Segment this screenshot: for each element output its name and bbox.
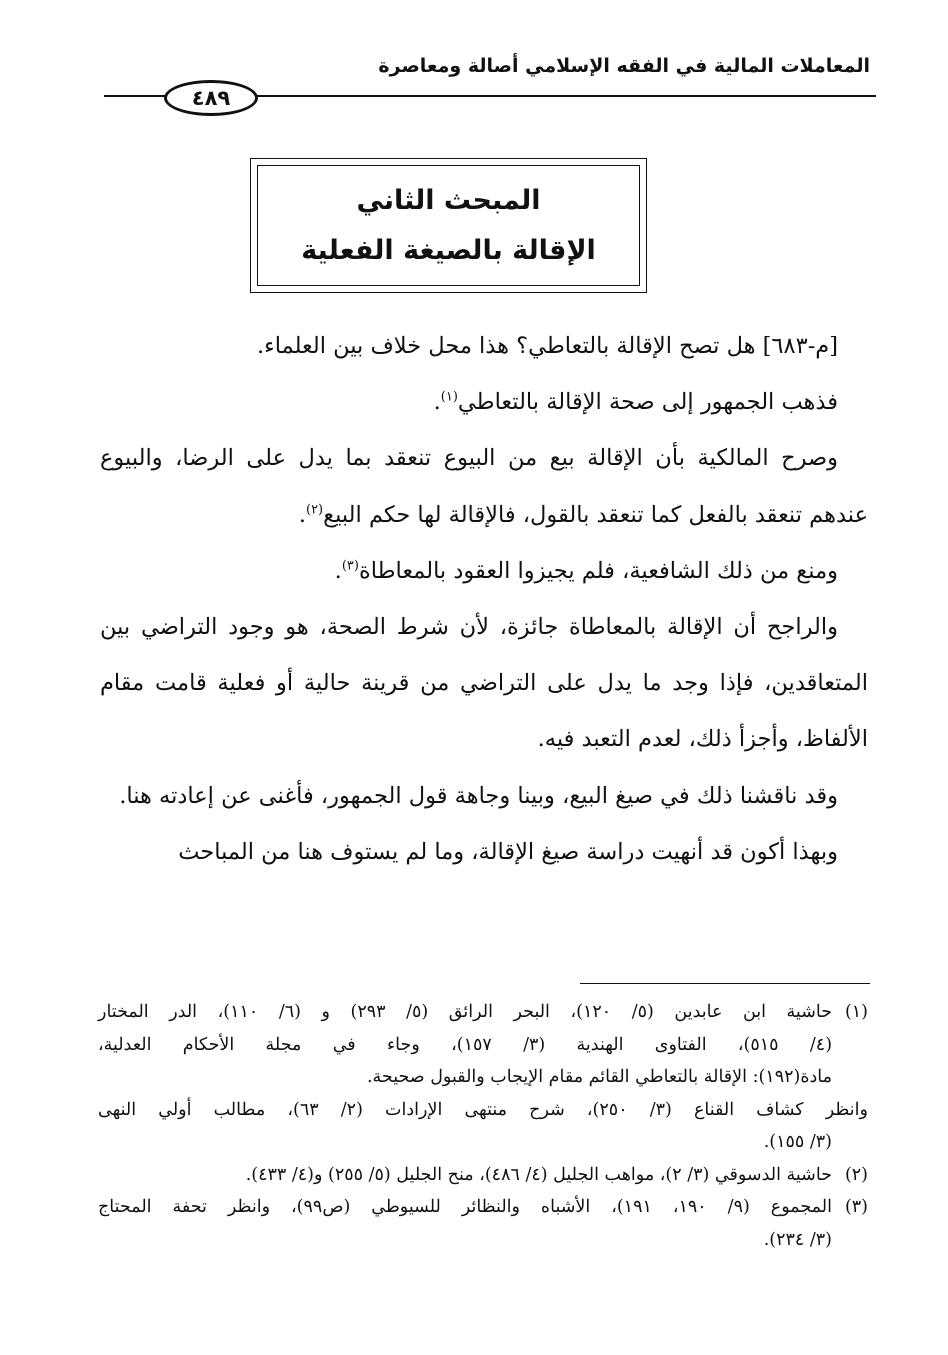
paragraph-4 [100,543,868,599]
footnote-line: حاشية ابن عابدين (٥/ ١٢٠)، البحر الرائق (٥/ ٢٩٣) و (٦/ ١١٠)، الدر المختار [98,1002,833,1022]
section-title-frame [250,158,647,293]
footnote-body [98,996,832,1094]
paragraph-2-end: . [433,389,441,416]
section-title-inner-frame [257,165,640,286]
paragraph-3-text: وصرح المالكية بأن الإقالة بيع من البيوع تنعقد بما يدل على الرضا، والبيوع عندهم تنعقد بالفعل كما تنعقد بالقول، فالإقالة لها حكم البيع [100,445,868,528]
main-text [100,318,868,880]
footnote-number: (٢) [844,1164,868,1185]
footnote-2 [98,1159,868,1192]
footnote-1-continued [98,1094,868,1159]
footnote-line: (٤/ ٥١٥)، الفتاوى الهندية (٣/ ١٥٧)، وجاء في مجلة الأحكام العدلية، [98,1034,833,1055]
paragraph-2 [100,374,868,430]
paragraph-7: وبهذا أكون قد أنهيت دراسة صيغ الإقالة، وما لم يستوف هنا من المباحث [178,838,838,865]
footnote-number: (١) [844,1002,868,1022]
footnote-line: المجموع (٩/ ١٩٠، ١٩١)، الأشباه والنظائر للسيوطي (ص٩٩)، وانظر تحفة المحتاج [98,1197,832,1217]
section-heading: المبحث الثاني [356,184,541,216]
paragraph-3-end: . [298,501,306,528]
footnote-line: (٣/ ٢٣٤). [763,1229,832,1250]
paragraph-6: وقد ناقشنا ذلك في صيغ البيع، وبينا وجاهة قول الجمهور، فأغنى عن إعادته هنا. [119,782,838,809]
footnote-separator [580,983,870,984]
footnote-line: (٣/ ١٥٥). [763,1132,832,1152]
footnotes [98,996,868,1256]
footnote-line: مادة(١٩٢): الإقالة بالتعاطي القائم مقام الإيجاب والقبول صحيحة. [366,1067,832,1087]
paragraph-1: [م-٦٨٣] هل تصح الإقالة بالتعاطي؟ هذا محل خلاف بين العلماء. [256,333,838,359]
paragraph-4-end: . [334,557,342,584]
footnote-ref-1: (١) [440,389,458,405]
footnote-line: حاشية الدسوقي (٣/ ٢)، مواهب الجليل (٤/ ٤٨٦)، منح الجليل (٥/ ٢٥٥) و(٤/ ٤٣٣). [245,1164,832,1185]
footnote-ref-2: (٢) [305,502,324,518]
paragraph-4-text: ومنع من ذلك الشافعية، فلم يجيزوا العقود بالمعاطاة [358,557,838,584]
footnote-line: وانظر كشاف القناع (٣/ ٢٥٠)، شرح منتهى الإرادات (٢/ ٦٣)، مطالب أولي النهى [98,1099,868,1120]
paragraph-2-text: فذهب الجمهور إلى صحة الإقالة بالتعاطي [457,389,838,416]
footnote-1 [98,996,868,1094]
section-subheading: الإقالة بالصيغة الفعلية [301,234,596,266]
paragraph-3 [100,430,868,542]
footnote-body [98,1191,832,1256]
running-header-title: المعاملات المالية في الفقه الإسلامي أصالة ومعاصرة [378,55,870,77]
footnote-body [98,1159,832,1192]
footnote-ref-3: (٣) [341,558,359,574]
paragraph-5: والراجح أن الإقالة بالمعاطاة جائزة، لأن شرط الصحة، هو وجود التراضي بين المتعاقدين، فإذا وجد ما يدل على التراضي من قرينة حالية أو فعلية قامت مقام الألفاظ، وأجزأ ذلك، لعدم التعبد فيه. [100,614,868,753]
footnote-3 [98,1191,868,1256]
footnote-number: (٣) [844,1197,868,1217]
page-number-badge: ٤٨٩ [164,80,258,116]
footnote-body [98,1094,868,1159]
